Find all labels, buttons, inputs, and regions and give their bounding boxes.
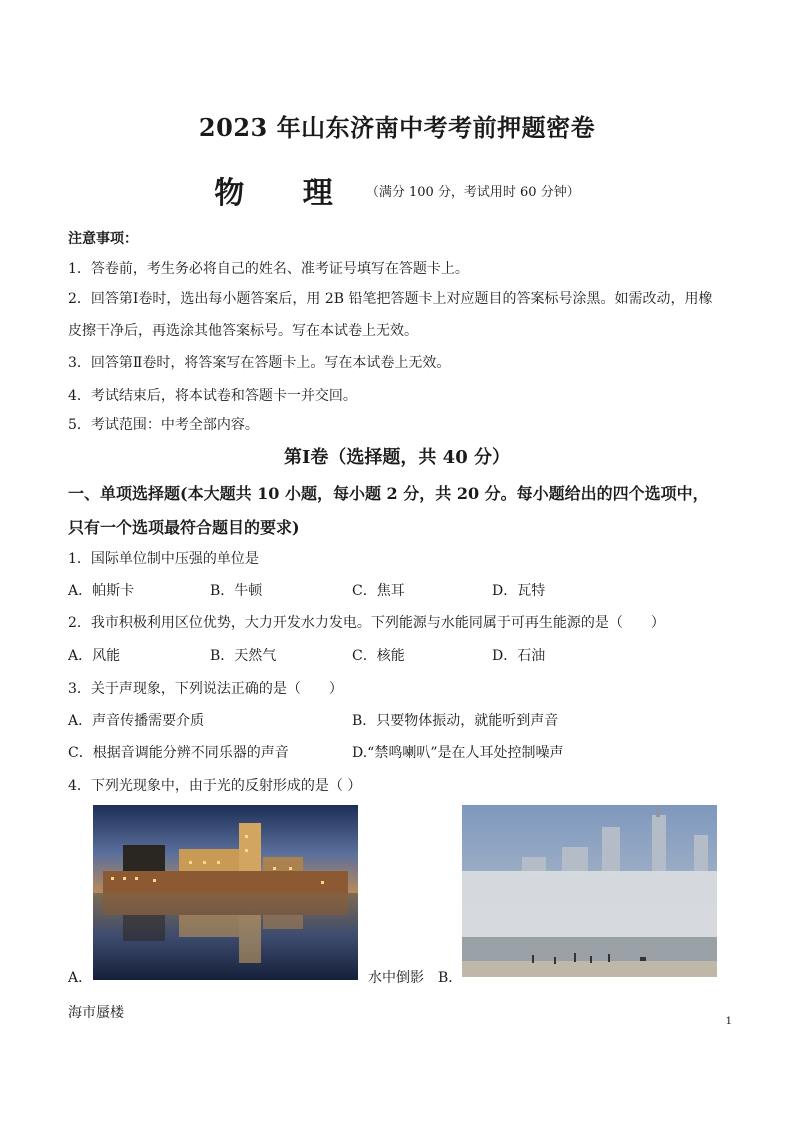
note-item: 5．考试范围：中考全部内容。 <box>68 417 259 433</box>
option-a: A．帕斯卡 <box>68 583 135 599</box>
option-b: B．只要物体振动，就能听到声音 <box>352 713 559 729</box>
note-item: 皮擦干净后，再选涂其他答案标号。写在本试卷上无效。 <box>68 323 418 339</box>
q4-option-b-label: B． <box>438 970 463 986</box>
option-a: A．风能 <box>68 648 121 664</box>
question-stem: 3．关于声现象，下列说法正确的是（ ） <box>68 681 343 697</box>
part-heading: 只有一个选项最符合题目的要求) <box>68 518 300 537</box>
note-item: 4．考试结束后，将本试卷和答题卡一并交回。 <box>68 388 357 404</box>
question-stem: 2．我市积极利用区位优势，大力开发水力发电。下列能源与水能同属于可再生能源的是（ ） <box>68 615 665 631</box>
option-b: B．牛顿 <box>210 583 263 599</box>
section-title: 第Ⅰ卷（选择题，共 40 分） <box>283 447 510 468</box>
part-heading: 一、单项选择题(本大题共 10 小题，每小题 2 分，共 20 分。每小题给出的四个选项中， <box>68 484 709 503</box>
option-d: D．石油 <box>492 648 546 664</box>
subject-note: （满分 100 分，考试用时 60 分钟） <box>365 184 580 200</box>
subject-name: 物 理 <box>214 176 357 211</box>
option-c: C．焦耳 <box>352 583 405 599</box>
option-d: D．瓦特 <box>492 583 546 599</box>
q4-option-b-caption: 海市蜃楼 <box>68 1005 124 1021</box>
note-item: 3．回答第Ⅱ卷时，将答案写在答题卡上。写在本试卷上无效。 <box>68 355 451 371</box>
note-item: 1．答卷前，考生务必将自己的姓名、准考证号填写在答题卡上。 <box>68 261 469 277</box>
option-b: B．天然气 <box>210 648 277 664</box>
question-stem: 1．国际单位制中压强的单位是 <box>68 551 259 567</box>
page-number: 1 <box>725 1016 732 1027</box>
option-c: C．核能 <box>352 648 405 664</box>
notes-heading: 注意事项： <box>68 231 138 247</box>
exam-title: 2023 年山东济南中考考前押题密卷 <box>198 113 596 142</box>
option-c: C．根据音调能分辨不同乐器的声音 <box>68 745 289 761</box>
option-d: D.“禁鸣喇叭”是在人耳处控制噪声 <box>352 745 564 761</box>
night-building-reflection-photo <box>93 805 358 980</box>
fog-city-mirage-photo <box>462 805 717 977</box>
q4-option-a-label: A． <box>68 970 93 986</box>
question-stem: 4．下列光现象中，由于光的反射形成的是（ ） <box>68 778 362 794</box>
note-item: 2．回答第Ⅰ卷时，选出每小题答案后，用 2B 铅笔把答题卡上对应题目的答案标号涂黑。如需改动，用橡 <box>68 291 713 307</box>
q4-option-a-caption: 水中倒影 <box>368 970 424 986</box>
option-a: A．声音传播需要介质 <box>68 713 205 729</box>
subject-row <box>0 168 794 212</box>
